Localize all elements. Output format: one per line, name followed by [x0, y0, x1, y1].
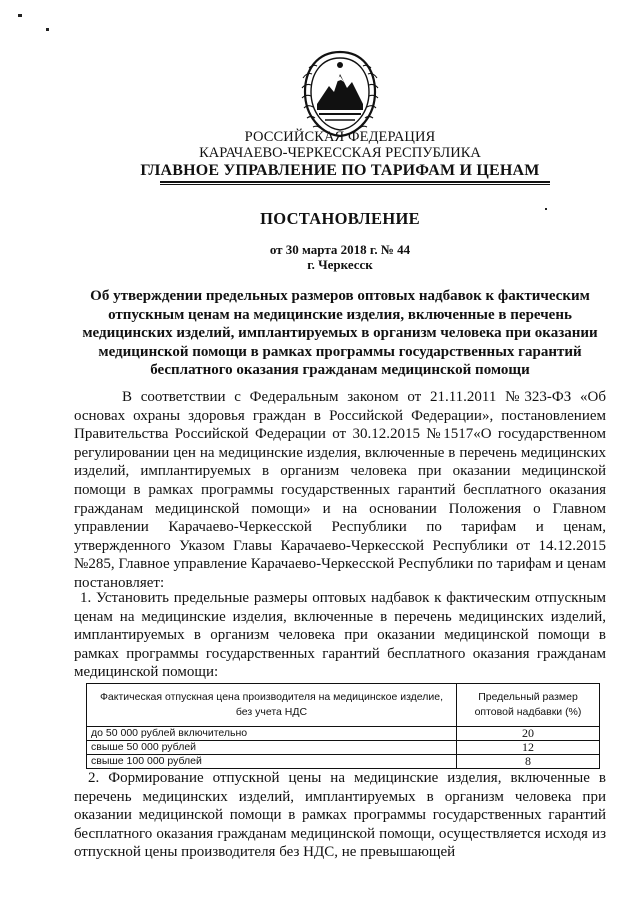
agency-heading: ГЛАВНОЕ УПРАВЛЕНИЕ ПО ТАРИФАМ И ЦЕНАМ — [140, 162, 540, 179]
table-header-price: Фактическая отпускная цена производителя на медицинское изделие, без учета НДС — [87, 684, 457, 727]
table-header-row — [87, 684, 600, 727]
republic-heading: КАРАЧАЕВО-ЧЕРКЕССКАЯ РЕСПУБЛИКА — [199, 145, 481, 161]
header-rule-thin — [160, 184, 550, 185]
table-cell-range: свыше 100 000 рублей — [87, 755, 457, 769]
header-rule-thick — [160, 181, 550, 183]
table-cell-markup: 8 — [457, 755, 600, 769]
coat-of-arms-emblem — [297, 48, 383, 140]
table-row — [87, 727, 600, 741]
item-1-paragraph: 1. Установить предельные размеры оптовых надбавок к фактическим отпускным ценам на медицинские изделия, включенные в перечень медицинских изделий, имплантируемых в организм человека при оказании медицинской помощи в рамках программы государственных гарантий бесплатного оказания гражданам медицинской помощи: — [74, 590, 606, 681]
table-cell-markup: 12 — [457, 741, 600, 755]
document-date-number: от 30 марта 2018 г. № 44 — [269, 242, 411, 257]
preamble-paragraph: В соответствии с Федеральным законом от 21.11.2011 №323-ФЗ «Об основах охраны здоровья граждан в Российской Федерации», постановлением Правительства Российской Федерации от 30.12.2015 №1517«О государственном регулировании цен на медицинские изделия, включенные в перечень медицинских изделий, имплантируемых в организм человека при оказании медицинской помощи в рамках программы государственных гарантий бесплатного оказания гражданам медицинской помощи» и на основании Положения о Главном управлении Карачаево-Черкесской Республики по тарифам и ценам, утвержденного Указом Главы Карачаево-Черкесской Республики от 14.12.2015 №285, Главное управление Карачаево-Черкесской Республики по тарифам и ценам постановляет: — [74, 389, 606, 591]
table-row — [87, 741, 600, 755]
table-cell-range: до 50 000 рублей включительно — [87, 727, 457, 741]
document-city: г. Черкесск — [307, 257, 373, 272]
markup-rates-table — [86, 683, 600, 769]
table-row — [87, 755, 600, 769]
scan-speck — [46, 28, 49, 31]
scan-speck — [18, 14, 22, 17]
item-2-paragraph: 2. Формирование отпускной цены на медицинские изделия, включенные в перечень медицинских изделий, имплантируемых в организм человека при оказании медицинской помощи в рамках программы государственных гарантий бесплатного оказания гражданам медицинской помощи, осуществляется исходя из отпускной цены производителя без НДС, не превышающей — [74, 770, 606, 861]
federation-heading: РОССИЙСКАЯ ФЕДЕРАЦИЯ — [244, 129, 436, 145]
document-subject: Об утверждении предельных размеров оптовых надбавок к фактическим отпускным ценам на медицинские изделия, включенные в перечень медицинских изделий, имплантируемых в организм человека при оказании медицинской помощи в рамках программы государственных гарантий бесплатного оказания гражданам медицинской помощи — [82, 288, 598, 378]
table-header-markup: Предельный размер оптовой надбавки (%) — [457, 684, 600, 727]
table-cell-markup: 20 — [457, 727, 600, 741]
document-type-title: ПОСТАНОВЛЕНИЕ — [260, 209, 420, 228]
table-cell-range: свыше 50 000 рублей — [87, 741, 457, 755]
